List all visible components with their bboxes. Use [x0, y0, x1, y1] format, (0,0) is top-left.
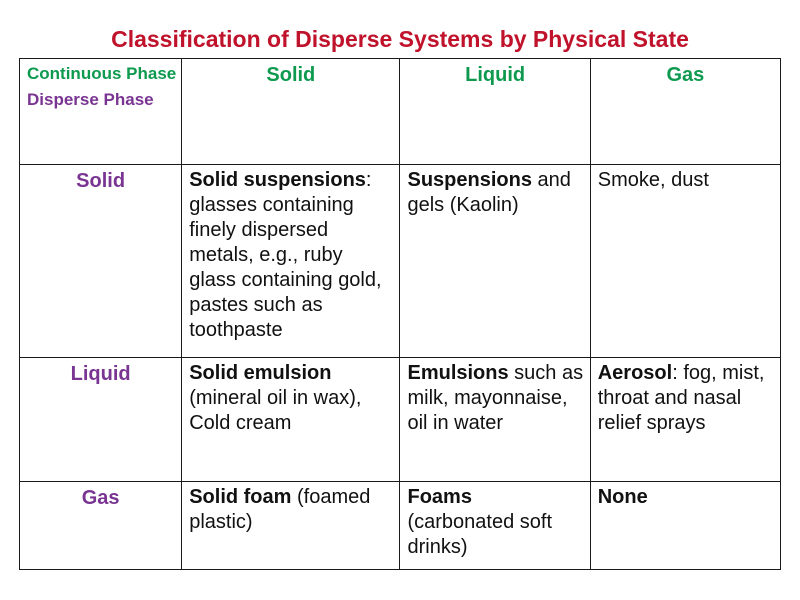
- table-row-gas: [20, 481, 781, 569]
- row-header-solid: Solid: [20, 165, 182, 357]
- cell-gas-gas: [590, 481, 780, 569]
- cell-text: : fog, mist, throat and nasal relief sprays: [597, 361, 765, 434]
- cell-gas-liquid: [400, 481, 590, 569]
- cell-term: Solid foam: [189, 485, 292, 508]
- cell-liquid-gas: [590, 357, 780, 481]
- column-header-gas: Gas: [590, 59, 780, 165]
- cell-solid-liquid: [400, 165, 590, 357]
- cell-text: and gels (Kaolin): [407, 169, 571, 217]
- cell-term: Foams: [407, 485, 472, 508]
- table-row-liquid: [20, 357, 781, 481]
- cell-term: Solid emulsion: [189, 361, 332, 384]
- cell-text: : glasses containing finely dispersed metals, e.g., ruby glass containing gold, pastes such as toothpaste: [189, 169, 382, 342]
- column-header-solid: Solid: [182, 59, 400, 165]
- cell-term: Suspensions: [407, 169, 532, 192]
- cell-text: (mineral oil in wax), Cold cream: [189, 386, 362, 434]
- row-header-liquid: Liquid: [20, 357, 182, 481]
- classification-table: [19, 58, 781, 570]
- page-title: Classification of Disperse Systems by Physical State: [111, 26, 689, 52]
- cell-text: (carbonated soft drinks): [407, 510, 553, 558]
- cell-term: Solid suspensions: [189, 169, 366, 192]
- cell-liquid-solid: [182, 357, 400, 481]
- disperse-phase-label: Disperse Phase: [27, 90, 154, 109]
- cell-text: Smoke, dust: [597, 169, 709, 192]
- cell-term: Emulsions: [407, 361, 509, 384]
- cell-term: None: [597, 485, 648, 508]
- continuous-phase-label: Continuous Phase: [27, 64, 177, 83]
- cell-gas-solid: [182, 481, 400, 569]
- cell-text: (foamed plastic): [189, 485, 371, 533]
- table-header-row: [20, 59, 781, 165]
- cell-liquid-liquid: [400, 357, 590, 481]
- cell-text: such as milk, mayonnaise, oil in water: [407, 361, 584, 434]
- row-header-gas: Gas: [20, 481, 182, 569]
- column-header-liquid: Liquid: [400, 59, 590, 165]
- corner-header-cell: [20, 59, 182, 165]
- cell-solid-solid: [182, 165, 400, 357]
- table-row-solid: [20, 165, 781, 357]
- cell-term: Aerosol: [597, 361, 673, 384]
- cell-solid-gas: [590, 165, 780, 357]
